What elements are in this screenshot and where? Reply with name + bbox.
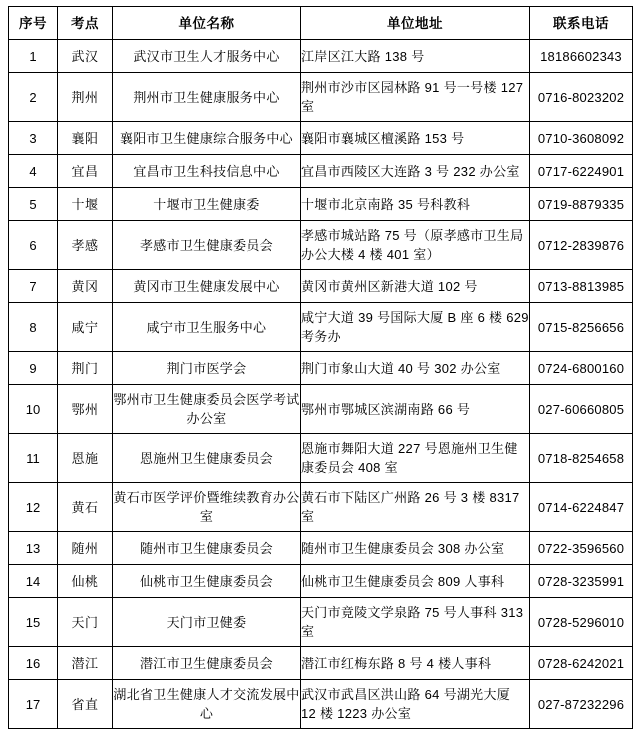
contact-table-container	[8, 6, 632, 729]
cell-contact-phone: 18186602343	[530, 40, 633, 73]
cell-exam-site: 武汉	[58, 40, 113, 73]
cell-exam-site: 省直	[58, 680, 113, 729]
cell-contact-phone: 0719-8879335	[530, 188, 633, 221]
cell-address: 黄冈市黄州区新港大道 102 号	[301, 270, 530, 303]
table-header-row	[9, 7, 633, 40]
cell-exam-site: 黄石	[58, 483, 113, 532]
table-row	[9, 221, 633, 270]
cell-sequence-number: 5	[9, 188, 58, 221]
cell-address: 鄂州市鄂城区滨湖南路 66 号	[301, 385, 530, 434]
cell-exam-site: 孝感	[58, 221, 113, 270]
cell-contact-phone: 0714-6224847	[530, 483, 633, 532]
cell-organization-name: 鄂州市卫生健康委员会医学考试办公室	[113, 385, 301, 434]
cell-address: 咸宁大道 39 号国际大厦 B 座 6 楼 629 考务办	[301, 303, 530, 352]
cell-sequence-number: 17	[9, 680, 58, 729]
cell-sequence-number: 13	[9, 532, 58, 565]
cell-contact-phone: 027-87232296	[530, 680, 633, 729]
cell-organization-name: 恩施州卫生健康委员会	[113, 434, 301, 483]
cell-exam-site: 鄂州	[58, 385, 113, 434]
table-row	[9, 40, 633, 73]
cell-contact-phone: 0713-8813985	[530, 270, 633, 303]
cell-address: 荆门市象山大道 40 号 302 办公室	[301, 352, 530, 385]
cell-sequence-number: 6	[9, 221, 58, 270]
table-row	[9, 303, 633, 352]
cell-sequence-number: 15	[9, 598, 58, 647]
cell-exam-site: 荆州	[58, 73, 113, 122]
cell-organization-name: 襄阳市卫生健康综合服务中心	[113, 122, 301, 155]
cell-address: 黄石市下陆区广州路 26 号 3 楼 8317 室	[301, 483, 530, 532]
table-row	[9, 352, 633, 385]
cell-exam-site: 宜昌	[58, 155, 113, 188]
cell-organization-name: 黄石市医学评价暨维续教育办公室	[113, 483, 301, 532]
cell-contact-phone: 0722-3596560	[530, 532, 633, 565]
cell-contact-phone: 0717-6224901	[530, 155, 633, 188]
cell-sequence-number: 3	[9, 122, 58, 155]
cell-organization-name: 十堰市卫生健康委	[113, 188, 301, 221]
cell-sequence-number: 8	[9, 303, 58, 352]
exam-site-contact-table	[8, 6, 633, 729]
cell-exam-site: 襄阳	[58, 122, 113, 155]
table-row	[9, 532, 633, 565]
cell-contact-phone: 027-60660805	[530, 385, 633, 434]
cell-organization-name: 潜江市卫生健康委员会	[113, 647, 301, 680]
cell-address: 十堰市北京南路 35 号科教科	[301, 188, 530, 221]
cell-sequence-number: 1	[9, 40, 58, 73]
cell-exam-site: 十堰	[58, 188, 113, 221]
cell-contact-phone: 0715-8256656	[530, 303, 633, 352]
table-row	[9, 155, 633, 188]
table-header	[9, 7, 633, 40]
cell-contact-phone: 0718-8254658	[530, 434, 633, 483]
cell-sequence-number: 2	[9, 73, 58, 122]
column-header-seq: 序号	[9, 7, 58, 40]
column-header-addr: 单位地址	[301, 7, 530, 40]
table-row	[9, 483, 633, 532]
table-row	[9, 385, 633, 434]
table-body	[9, 40, 633, 729]
cell-address: 武汉市武昌区洪山路 64 号湖光大厦 12 楼 1223 办公室	[301, 680, 530, 729]
cell-address: 潜江市红梅东路 8 号 4 楼人事科	[301, 647, 530, 680]
table-row	[9, 434, 633, 483]
cell-address: 孝感市城站路 75 号（原孝感市卫生局办公大楼 4 楼 401 室）	[301, 221, 530, 270]
cell-sequence-number: 4	[9, 155, 58, 188]
cell-organization-name: 荆州市卫生健康服务中心	[113, 73, 301, 122]
cell-organization-name: 天门市卫健委	[113, 598, 301, 647]
cell-address: 荆州市沙市区园林路 91 号一号楼 127 室	[301, 73, 530, 122]
cell-exam-site: 天门	[58, 598, 113, 647]
cell-organization-name: 荆门市医学会	[113, 352, 301, 385]
cell-exam-site: 咸宁	[58, 303, 113, 352]
cell-sequence-number: 7	[9, 270, 58, 303]
cell-sequence-number: 16	[9, 647, 58, 680]
cell-address: 江岸区江大路 138 号	[301, 40, 530, 73]
cell-contact-phone: 0724-6800160	[530, 352, 633, 385]
cell-contact-phone: 0712-2839876	[530, 221, 633, 270]
cell-address: 宜昌市西陵区大连路 3 号 232 办公室	[301, 155, 530, 188]
table-row	[9, 680, 633, 729]
cell-exam-site: 荆门	[58, 352, 113, 385]
cell-exam-site: 恩施	[58, 434, 113, 483]
cell-sequence-number: 14	[9, 565, 58, 598]
cell-exam-site: 潜江	[58, 647, 113, 680]
cell-organization-name: 湖北省卫生健康人才交流发展中心	[113, 680, 301, 729]
column-header-org: 单位名称	[113, 7, 301, 40]
cell-contact-phone: 0728-6242021	[530, 647, 633, 680]
table-row	[9, 122, 633, 155]
cell-organization-name: 咸宁市卫生服务中心	[113, 303, 301, 352]
column-header-phone: 联系电话	[530, 7, 633, 40]
cell-contact-phone: 0716-8023202	[530, 73, 633, 122]
cell-organization-name: 黄冈市卫生健康发展中心	[113, 270, 301, 303]
cell-sequence-number: 11	[9, 434, 58, 483]
cell-address: 恩施市舞阳大道 227 号恩施州卫生健康委员会 408 室	[301, 434, 530, 483]
table-row	[9, 73, 633, 122]
cell-address: 仙桃市卫生健康委员会 809 人事科	[301, 565, 530, 598]
cell-sequence-number: 12	[9, 483, 58, 532]
column-header-site: 考点	[58, 7, 113, 40]
table-row	[9, 598, 633, 647]
cell-address: 随州市卫生健康委员会 308 办公室	[301, 532, 530, 565]
cell-organization-name: 随州市卫生健康委员会	[113, 532, 301, 565]
cell-organization-name: 武汉市卫生人才服务中心	[113, 40, 301, 73]
cell-sequence-number: 9	[9, 352, 58, 385]
cell-contact-phone: 0728-3235991	[530, 565, 633, 598]
cell-exam-site: 随州	[58, 532, 113, 565]
cell-address: 天门市竟陵文学泉路 75 号人事科 313 室	[301, 598, 530, 647]
table-row	[9, 647, 633, 680]
cell-exam-site: 仙桃	[58, 565, 113, 598]
cell-sequence-number: 10	[9, 385, 58, 434]
cell-address: 襄阳市襄城区檀溪路 153 号	[301, 122, 530, 155]
table-row	[9, 188, 633, 221]
cell-contact-phone: 0728-5296010	[530, 598, 633, 647]
table-row	[9, 270, 633, 303]
cell-organization-name: 孝感市卫生健康委员会	[113, 221, 301, 270]
cell-organization-name: 仙桃市卫生健康委员会	[113, 565, 301, 598]
cell-exam-site: 黄冈	[58, 270, 113, 303]
table-row	[9, 565, 633, 598]
cell-contact-phone: 0710-3608092	[530, 122, 633, 155]
cell-organization-name: 宜昌市卫生科技信息中心	[113, 155, 301, 188]
